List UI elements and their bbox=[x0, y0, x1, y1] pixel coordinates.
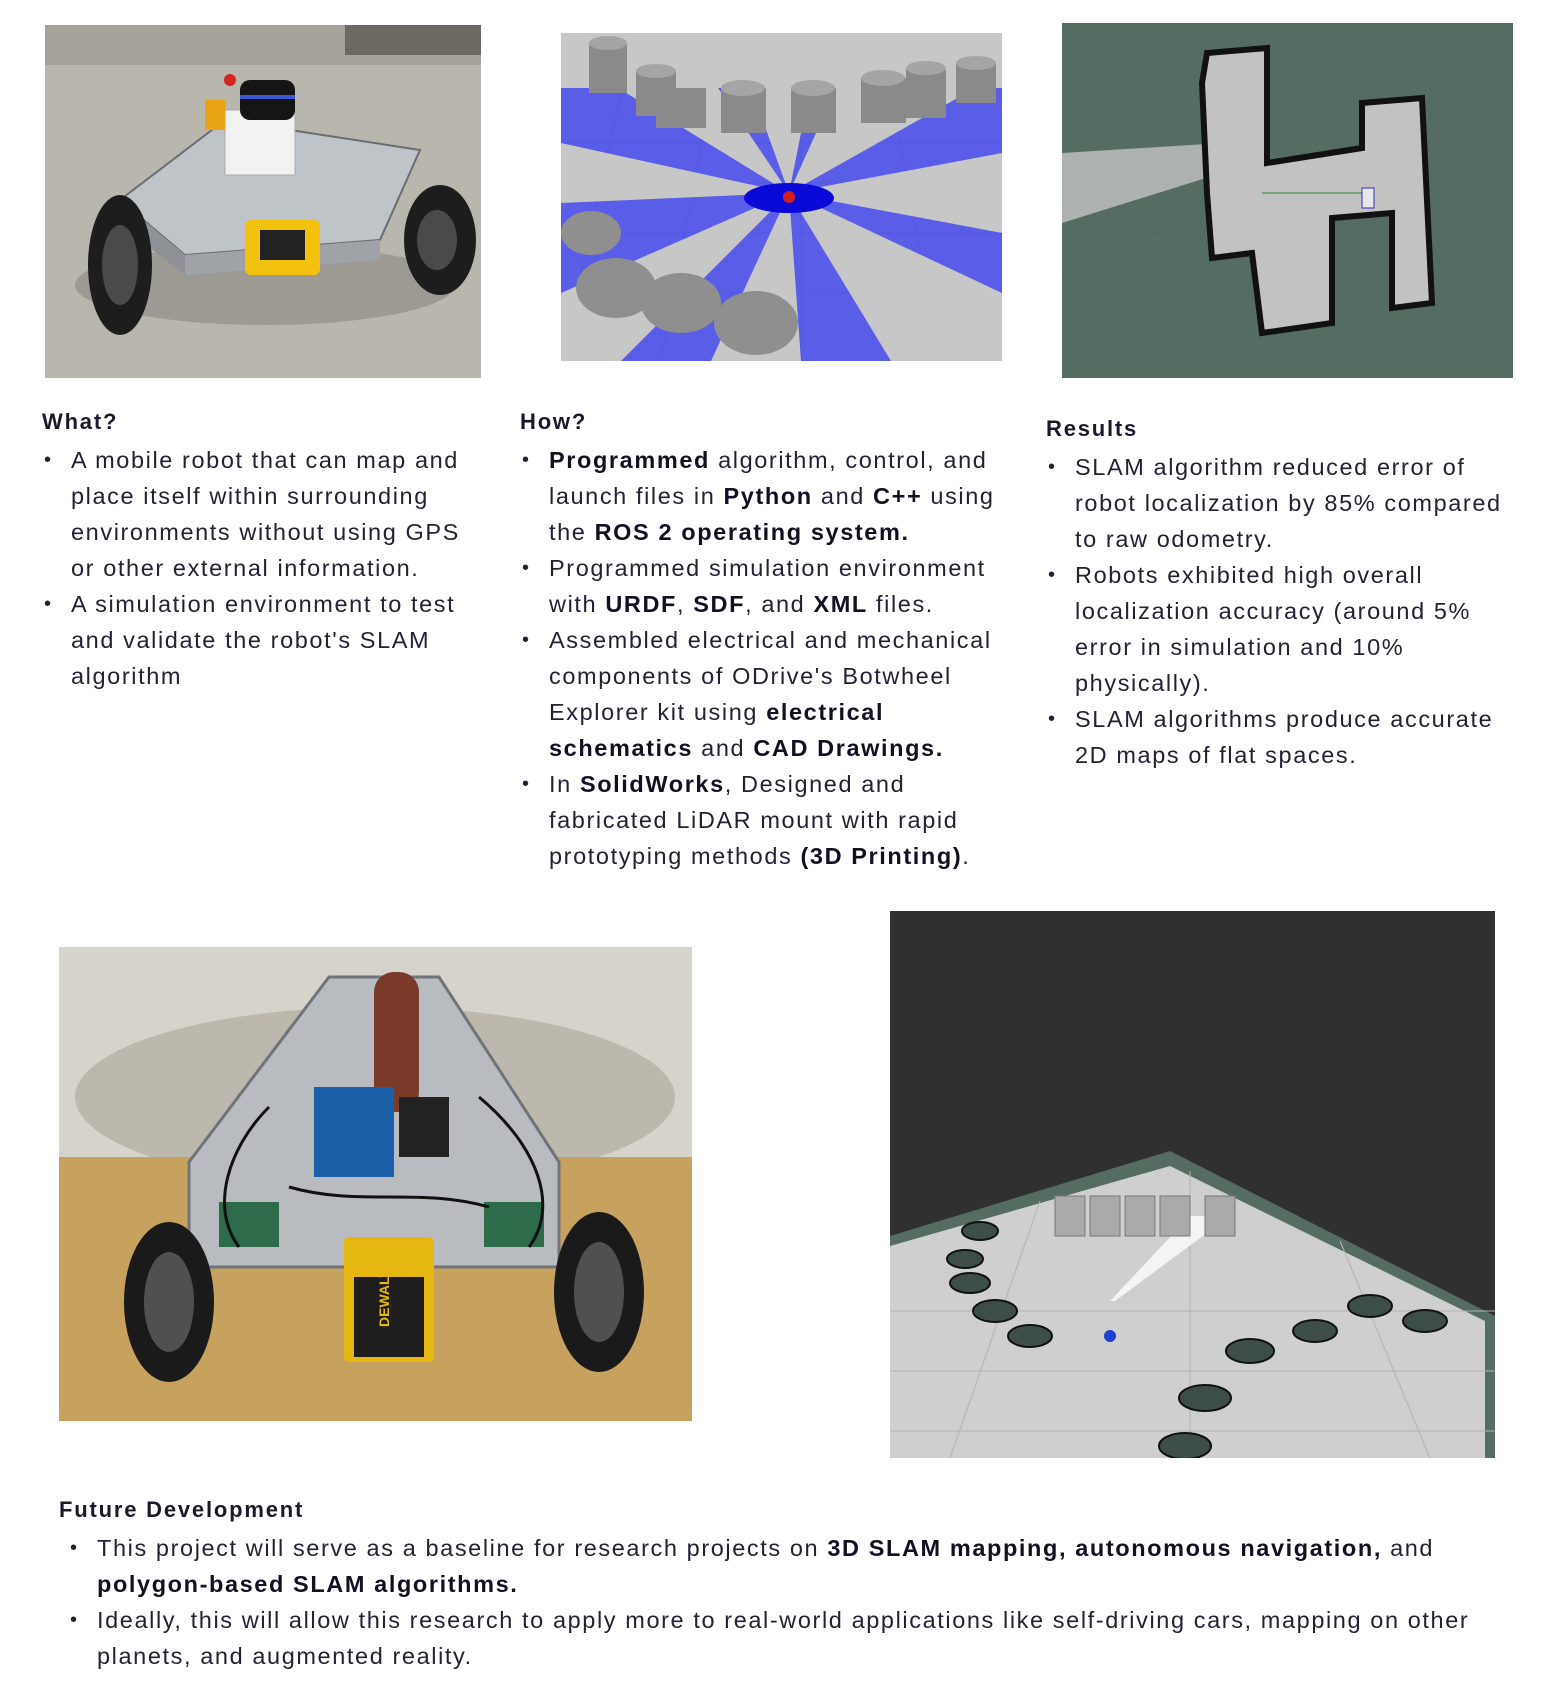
how-heading: How? bbox=[520, 409, 588, 434]
text-span: and bbox=[693, 735, 754, 761]
list-item: • A mobile robot that can map and place itself within surrounding environments without using GPS or other external information. bbox=[42, 442, 472, 586]
list-item bbox=[68, 1602, 1499, 1674]
list-item: • SLAM algorithms produce accurate 2D maps of flat spaces. bbox=[1046, 701, 1516, 773]
bold-text: Programmed bbox=[549, 447, 710, 473]
bold-text: (3D Printing) bbox=[800, 843, 963, 869]
list-item: • SLAM algorithm reduced error of robot localization by 85% compared to raw odometry. bbox=[1046, 449, 1516, 557]
robot-photo bbox=[45, 25, 481, 378]
list-item: • Robots exhibited high overall localization accuracy (around 5% error in simulation and 10% physically). bbox=[1046, 557, 1516, 701]
future-section bbox=[59, 1492, 1499, 1674]
results-list bbox=[1046, 449, 1516, 773]
list-item: • A simulation environment to test and validate the robot's SLAM algorithm bbox=[42, 586, 472, 694]
text-span: , and bbox=[745, 591, 814, 617]
text-span: . bbox=[962, 843, 971, 869]
simulation-view bbox=[561, 33, 1002, 361]
text-span: Ideally, this will allow this research to apply more to real-world applications like self-driving cars, mapping on other planets, and augmented reality. bbox=[97, 1607, 1470, 1669]
text-span: In bbox=[549, 771, 580, 797]
bold-text: 3D SLAM mapping, autonomous navigation, bbox=[827, 1535, 1382, 1561]
bold-text: XML bbox=[813, 591, 868, 617]
text-span: This project will serve as a baseline for research projects on bbox=[97, 1535, 828, 1561]
list-item bbox=[68, 1530, 1499, 1602]
text-span: and bbox=[1381, 1535, 1435, 1561]
robot-underside-photo bbox=[59, 947, 692, 1421]
how-list bbox=[520, 442, 1032, 874]
battery-label: DEWALT bbox=[376, 1268, 392, 1327]
what-list bbox=[42, 442, 472, 694]
what-section bbox=[42, 404, 472, 694]
bold-text: URDF bbox=[605, 591, 677, 617]
list-item bbox=[520, 622, 1032, 766]
results-section bbox=[1046, 411, 1516, 773]
text-span: and bbox=[812, 483, 874, 509]
bold-text: electrical schematics bbox=[549, 699, 885, 761]
text-span: , bbox=[677, 591, 694, 617]
bold-text: ROS 2 operating system. bbox=[594, 519, 910, 545]
results-heading: Results bbox=[1046, 416, 1139, 441]
future-list bbox=[59, 1530, 1499, 1674]
list-item bbox=[520, 766, 1032, 874]
text-span: using the bbox=[549, 483, 995, 545]
text-span: files. bbox=[867, 591, 934, 617]
text-span: Assembled electrical and mechanical components of ODrive's Botwheel Explorer kit using bbox=[549, 627, 992, 725]
bold-text: polygon-based SLAM algorithms. bbox=[97, 1571, 519, 1597]
rviz-view bbox=[890, 911, 1495, 1458]
bold-text: C++ bbox=[873, 483, 923, 509]
bold-text: Python bbox=[723, 483, 813, 509]
bold-text: CAD Drawings. bbox=[753, 735, 944, 761]
bold-text: SolidWorks bbox=[579, 771, 725, 797]
text-span: Programmed simulation environment with bbox=[549, 555, 986, 617]
list-item bbox=[520, 550, 1032, 622]
slam-map bbox=[1062, 23, 1513, 378]
what-heading: What? bbox=[42, 409, 119, 434]
text-span: algorithm, control, and launch files in bbox=[549, 447, 988, 509]
list-item bbox=[520, 442, 1032, 550]
bold-text: SDF bbox=[693, 591, 746, 617]
how-section bbox=[520, 404, 1032, 874]
future-heading: Future Development bbox=[59, 1497, 305, 1522]
text-span: , Designed and fabricated LiDAR mount with rapid prototyping methods bbox=[549, 771, 959, 869]
